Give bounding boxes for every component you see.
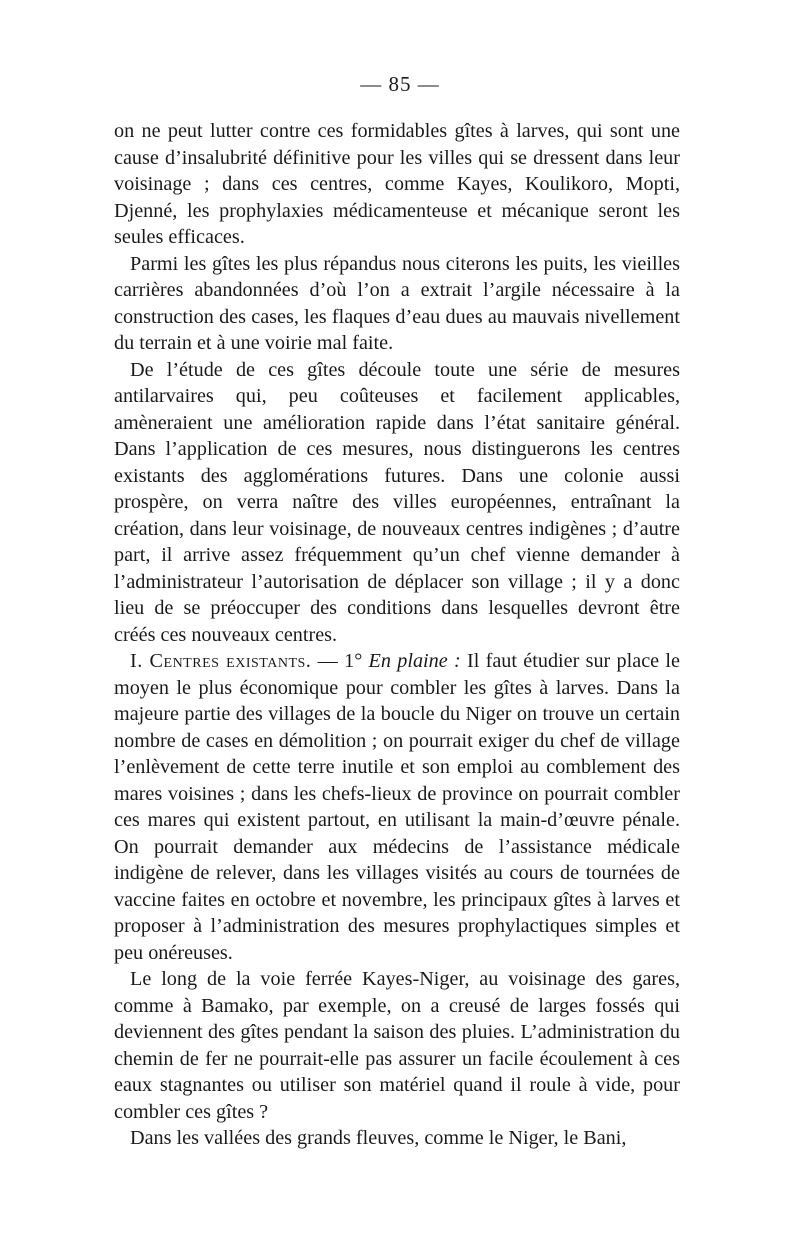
paragraph-2: Parmi les gîtes les plus répandus nous citerons les puits, les vieilles carrières abandonnées d’où l’on a extrait l’argile nécessaire à la construction des cases, les flaques d’eau dues au mauvais nivellement du terrain et à une voirie mal faite. — [114, 252, 680, 354]
subsection-label: En plaine : — [368, 650, 461, 672]
paragraph-3: De l’étude de ces gîtes découle toute une série de mesures antilarvaires qui, peu coûteuses et facilement applicables, amèneraient une amélioration rapide dans l’état sanitaire général. Dans l’application de ces mesures, nous distinguerons les centres existants des agglomérations futures. Dans une colonie aussi prospère, on verra naître des villes européennes, entraînant la création, dans leur voisinage, de nouveaux centres indigènes ; d’autre part, il arrive assez fréquemment qu’un chef vienne demander à l’administrateur l’autorisation de déplacer son village ; il y a donc lieu de se préoccuper des conditions dans lesquelles devront être créés ces nouveaux centres. — [114, 358, 680, 646]
section-dash: — 1° — [311, 650, 369, 672]
section-heading: I. Centres existants. — [130, 650, 312, 672]
page-number: — 85 — — [360, 72, 440, 96]
paragraph-1: on ne peut lutter contre ces formidables gîtes à larves, qui sont une cause d’insalubrité définitive pour les villes qui se dressent dans leur voisinage ; dans ces centres, comme Kayes, Koulikoro, Mopti, Djenné, les prophylaxies médicamenteuse et mécanique seront les seules efficaces. — [114, 120, 680, 248]
paragraph-4-body: Il faut étudier sur place le moyen le plus économique pour combler les gîtes à larves. Dans la majeure partie des villages de la boucle du Niger on trouve un certain nombre de cases en démolition ; on pourrait exiger du chef de village l’enlèvement de cette terre inutile et son emploi au comblement des mares voisines ; dans les chefs-lieux de province on pourrait combler ces mares qui existent partout, en utilisant la main-d’œuvre pénale. On pourrait demander aux médecins de l’assistance médicale indigène de relever, dans les villages visités au cours de tournées de vaccine faites en octobre et novembre, les principaux gîtes à larves et proposer à l’administration des mesures prophylactiques simples et peu onéreuses. — [114, 650, 680, 964]
paragraph-4 — [114, 648, 680, 966]
paragraph-5: Le long de la voie ferrée Kayes-Niger, au voisinage des gares, comme à Bamako, par exemple, on a creusé de larges fossés qui deviennent des gîtes pendant la saison des pluies. L’administration du chemin de fer ne pourrait-elle pas assurer un facile écoulement à ces eaux stagnantes ou utiliser son matériel quand il roule à vide, pour combler ces gîtes ? — [114, 968, 680, 1123]
body-text — [114, 118, 680, 1152]
paragraph-6: Dans les vallées des grands fleuves, comme le Niger, le Bani, — [130, 1127, 627, 1149]
